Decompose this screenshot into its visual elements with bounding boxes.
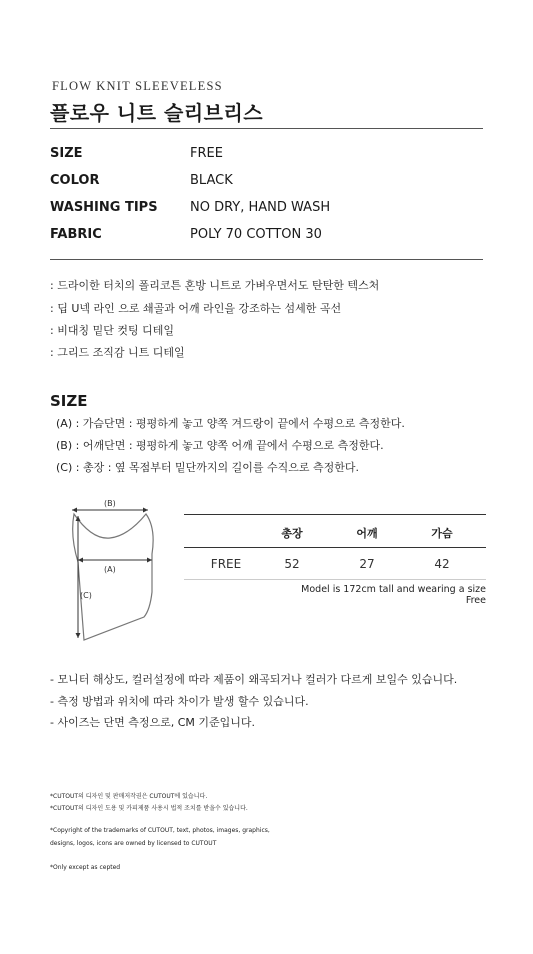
spec-value-washing: NO DRY, HAND WASH [190, 200, 331, 215]
title-english: FLOW KNIT SLEEVELESS [52, 79, 223, 93]
label-b: (B) [104, 499, 116, 508]
arrow-head-icon [147, 558, 152, 563]
size-guide-line: (C) : 총장 : 옆 목점부터 밑단까지의 길이를 수직으로 측정한다. [56, 461, 360, 474]
table-row-size: FREE [210, 557, 242, 571]
label-a: (A) [104, 565, 116, 574]
spec-label-size: SIZE [50, 146, 83, 161]
table-header-border [184, 547, 486, 548]
table-header-chest: 가슴 [431, 527, 453, 540]
table-cell-length: 52 [284, 557, 300, 571]
arrow-head-icon [72, 508, 77, 513]
table-cell-chest: 42 [434, 557, 450, 571]
garment-outline [73, 514, 153, 640]
fine-print-line: *CUTOUT의 디자인 도용 및 카피제품 사용시 법적 조치를 받을수 있습니다. [50, 805, 248, 812]
spec-divider [50, 259, 483, 260]
label-c: (C) [80, 591, 92, 600]
note-line: - 측정 방법과 위치에 따라 차이가 발생 할수 있습니다. [50, 695, 309, 708]
table-top-border [184, 514, 486, 515]
spec-label-washing: WASHING TIPS [50, 200, 158, 215]
arrow-head-icon [78, 558, 83, 563]
spec-value-color: BLACK [190, 173, 233, 188]
spec-value-fabric: POLY 70 COTTON 30 [190, 227, 322, 242]
fine-print-line: *CUTOUT의 디자인 및 판매저작권은 CUTOUT에 있습니다. [50, 793, 208, 800]
fine-print-line: *Copyright of the trademarks of CUTOUT, text, photos, images, graphics, [50, 827, 270, 834]
arrow-head-icon [143, 508, 148, 513]
description-line: : 비대칭 밑단 컷팅 디테일 [50, 324, 174, 337]
table-header-length: 총장 [281, 527, 303, 540]
size-guide-line: (A) : 가슴단면 : 평평하게 놓고 양쪽 겨드랑이 끝에서 수평으로 측정한다. [56, 417, 405, 430]
fine-print-line: *Only except as cepted [50, 864, 121, 871]
fine-print-line: designs, logos, icons are owned by licensed to CUTOUT [50, 840, 217, 847]
title-korean: 플로우 니트 슬리브리스 [50, 101, 264, 125]
description-line: : 드라이한 터치의 폴리코튼 혼방 니트로 가벼우면서도 탄탄한 텍스처 [50, 279, 380, 292]
table-header-shoulder: 어깨 [356, 527, 378, 540]
table-bottom-border [184, 579, 486, 580]
model-note: Model is 172cm tall and wearing a size Free [301, 584, 486, 606]
description-line: : 딥 U넥 라인 으로 쇄골과 어깨 라인을 강조하는 섬세한 곡선 [50, 302, 342, 315]
header-divider [50, 128, 483, 129]
table-cell-shoulder: 27 [359, 557, 375, 571]
description-line: : 그리드 조직감 니트 디테일 [50, 346, 185, 359]
arrow-head-icon [76, 633, 81, 638]
size-guide-line: (B) : 어깨단면 : 평평하게 놓고 양쪽 어깨 끝에서 수평으로 측정한다. [56, 439, 384, 452]
garment-diagram [60, 492, 180, 652]
note-line: - 사이즈는 단면 측정으로, CM 기준입니다. [50, 716, 256, 729]
note-line: - 모니터 해상도, 컬러설정에 따라 제품이 왜곡되거나 컬러가 다르게 보일수 있습니다. [50, 673, 458, 686]
spec-label-fabric: FABRIC [50, 227, 102, 242]
spec-value-size: FREE [190, 146, 223, 161]
spec-label-color: COLOR [50, 173, 100, 188]
size-heading: SIZE [50, 392, 88, 410]
